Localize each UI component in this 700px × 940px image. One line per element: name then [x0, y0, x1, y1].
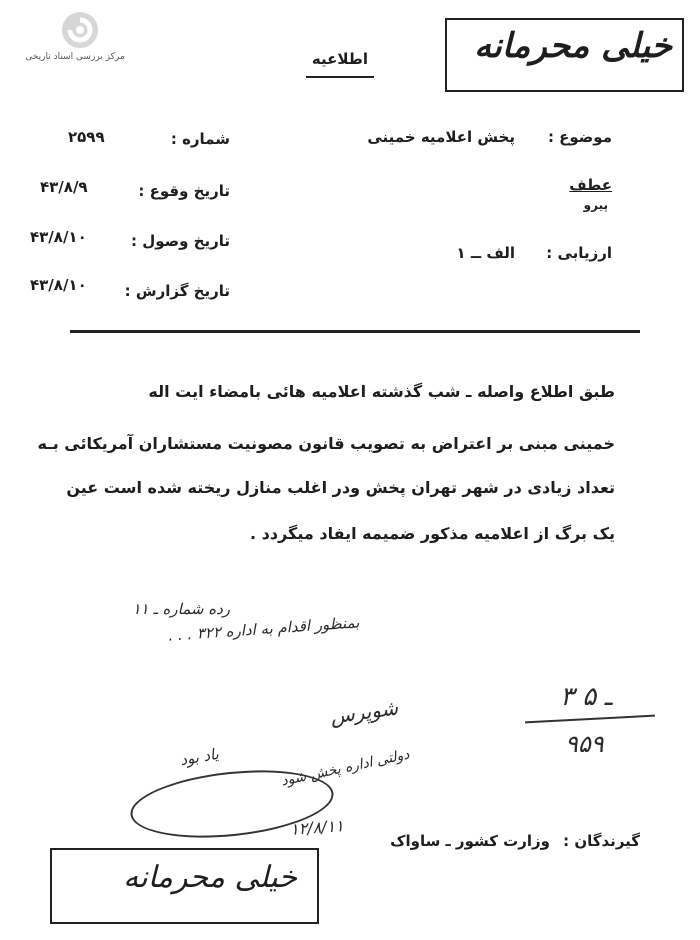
handwriting-note-2: دولتی اداره پخش شود: [279, 746, 411, 790]
document-type-underline: [306, 76, 374, 78]
archive-logo-icon: [60, 10, 100, 50]
assessment-label: ارزیابی :: [546, 244, 612, 262]
classification-stamp-top: [445, 18, 684, 92]
archive-logo: [20, 10, 130, 70]
numbers-top: ۳ ـ ۵: [560, 682, 613, 712]
receipt-date-value: ۴۳/۸/۱۰: [30, 228, 87, 246]
document-type: اطلاعیه: [311, 50, 369, 68]
archive-logo-text: مرکز بررسی اسناد تاریخی: [25, 52, 125, 62]
report-date-label: تاریخ گزارش :: [124, 282, 230, 300]
classification-stamp-bottom-text: خیلی محرمانه: [123, 860, 297, 895]
fraction-line: [525, 715, 655, 724]
file-number-note: رده شماره ـ ۱۱: [132, 600, 230, 618]
body-line: خمینی مبنی بر اعتراض به تصویب قانون مصونیت مستشاران آمریکائی بـه: [37, 434, 615, 453]
numbers-bottom: ۹۵۹: [565, 730, 604, 758]
body-line: تعداد زیادی در شهر تهران پخش ودر اغلب منازل ریخته شده است عین: [66, 478, 615, 497]
handwriting-note-3: یاد بود: [178, 744, 221, 770]
reference-label: عطف: [569, 176, 612, 194]
recipients-value: وزارت کشور ـ ساواک: [390, 832, 550, 850]
assessment-value: الف ــ ۱: [456, 244, 515, 262]
subject-label: موضوع :: [547, 128, 612, 146]
subject-value: پخش اعلامیه خمینی: [367, 128, 515, 146]
event-date-value: ۴۳/۸/۹: [40, 178, 88, 196]
classification-stamp-top-text: خیلی محرمانه: [474, 26, 672, 66]
header-divider: [70, 330, 640, 333]
number-label: شماره :: [170, 130, 230, 148]
report-date-value: ۴۳/۸/۱۰: [30, 276, 87, 294]
classification-stamp-bottom: [50, 848, 319, 924]
followup-label: پیرو: [583, 198, 608, 212]
number-value: ۲۵۹۹: [68, 128, 105, 146]
body-line: یک برگ از اعلامیه مذکور ضمیمه ایفاد میگردد .: [250, 524, 615, 543]
event-date-label: تاریخ وقوع :: [138, 182, 230, 200]
receipt-date-label: تاریخ وصول :: [130, 232, 230, 250]
date-note: ۱۲/۸/۱۱: [289, 816, 345, 839]
recipients-label: گیرندگان :: [563, 832, 640, 850]
handwriting-note-1: شوپرس: [328, 695, 400, 729]
action-note: بمنظور اقدام به اداره ۳۲۲ . . .: [168, 613, 361, 645]
body-line: طبق اطلاع واصله ـ شب گذشته اعلامیه هائی بامضاء ایت اله: [148, 382, 615, 401]
